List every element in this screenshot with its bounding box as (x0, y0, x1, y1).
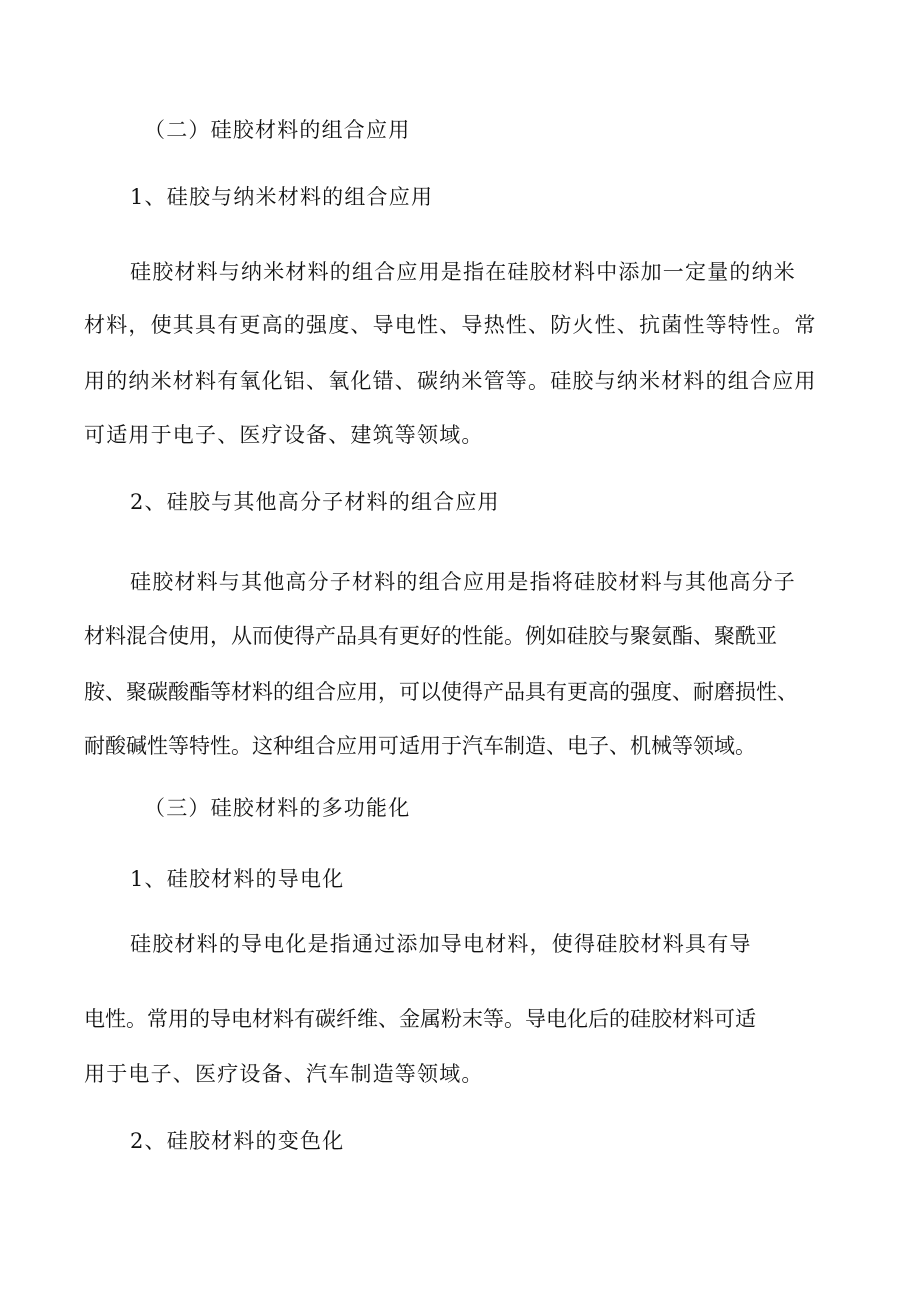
subheading-conductive: 1、硅胶材料的导电化 (130, 867, 345, 891)
paragraph-line: 电性。常用的导电材料有碳纤维、金属粉末等。导电化后的硅胶材料可适 (84, 1007, 756, 1031)
paragraph-line: 胺、聚碳酸酯等材料的组合应用，可以使得产品具有更高的强度、耐磨损性、 (84, 680, 798, 704)
paragraph-line: 耐酸碱性等特性。这种组合应用可适用于汽车制造、电子、机械等领域。 (84, 734, 756, 758)
section-heading-multifunctional: （三）硅胶材料的多功能化 (144, 796, 411, 820)
paragraph-line: 硅胶材料的导电化是指通过添加导电材料，使得硅胶材料具有导 (130, 932, 752, 956)
paragraph-line: 硅胶材料与纳米材料的组合应用是指在硅胶材料中添加一定量的纳米 (130, 260, 796, 284)
paragraph-line: 材料混合使用，从而使得产品具有更好的性能。例如硅胶与聚氨酯、聚酰亚 (84, 624, 777, 648)
paragraph-line: 材料，使其具有更高的强度、导电性、导热性、防火性、抗菌性等特性。常 (84, 313, 817, 337)
paragraph-line: 可适用于电子、医疗设备、建筑等领域。 (84, 423, 484, 447)
subheading-color-change: 2、硅胶材料的变色化 (130, 1129, 345, 1153)
paragraph-line: 用的纳米材料有氧化铝、氧化错、碳纳米管等。硅胶与纳米材料的组合应用 (84, 369, 817, 393)
section-heading-combined-application: （二）硅胶材料的组合应用 (144, 118, 411, 142)
paragraph-line: 用于电子、医疗设备、汽车制造等领域。 (84, 1062, 484, 1086)
subheading-silica-nano: 1、硅胶与纳米材料的组合应用 (130, 185, 434, 209)
subheading-silica-polymer: 2、硅胶与其他高分子材料的组合应用 (130, 490, 500, 514)
paragraph-line: 硅胶材料与其他高分子材料的组合应用是指将硅胶材料与其他高分子 (130, 570, 796, 594)
